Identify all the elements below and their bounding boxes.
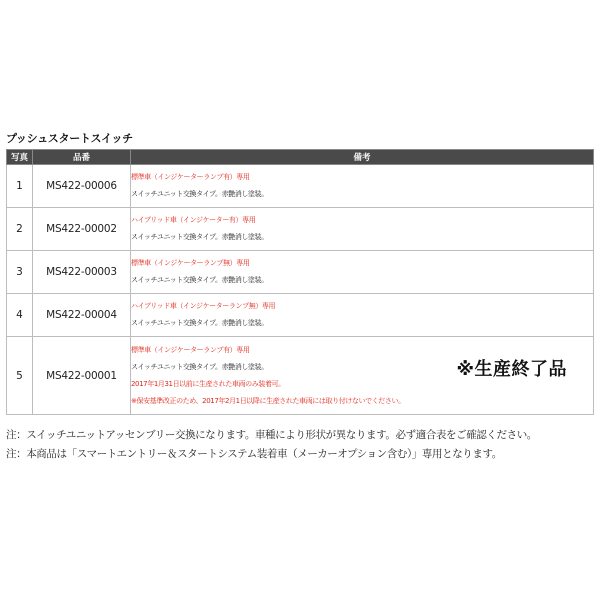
remark-line: ハイブリッド車（インジケーターランプ無）専用 [131,302,276,310]
row-number: 3 [7,251,33,294]
row-number: 1 [7,165,33,208]
footnote: 注：スイッチユニットアッセンブリー交換になります。車種により形状が異なります。必ず適合表をご確認ください。 [6,429,537,441]
table-row [7,208,594,251]
remark-line: 標準車（インジケーターランプ有）専用 [131,345,250,354]
footnote: 注：本商品は「スマートエントリー＆スタートシステム装着車（メーカーオプション含む）」専用となります。 [6,448,502,460]
discontinued-badge: ※生産終了品 [456,359,567,380]
part-number: MS422-00003 [33,251,131,294]
row-number: 4 [7,294,33,337]
remarks-cell [131,337,594,415]
header-remarks: 備考 [131,150,594,165]
table-row [7,294,594,337]
remark-line: 標準車（インジケーターランプ有）専用 [131,173,250,181]
part-number: MS422-00002 [33,208,131,251]
row-number: 5 [7,337,33,415]
remark-line: スイッチユニット交換タイプ。赤艶消し塗装。 [131,319,268,327]
remark-line: 標準車（インジケーターランプ無）専用 [131,259,250,267]
remarks-cell [131,208,594,251]
part-number: MS422-00006 [33,165,131,208]
table-header-row [7,150,594,165]
remark-line: スイッチユニット交換タイプ。赤艶消し塗装。 [131,362,268,371]
table-row [7,251,594,294]
row-number: 2 [7,208,33,251]
remarks-cell [131,251,594,294]
part-number: MS422-00001 [33,337,131,415]
remark-line: スイッチユニット交換タイプ。赤艶消し塗装。 [131,276,268,284]
header-photo: 写真 [7,150,33,165]
remark-line: スイッチユニット交換タイプ。赤艶消し塗装。 [131,233,268,241]
remarks-cell [131,294,594,337]
remark-line: 2017年1月31日以前に生産された車両のみ装着可。 [131,379,285,388]
remark-line: ※保安基準改正のため、2017年2月1日以降に生産された車両には取り付けないでください。 [131,396,405,405]
table-title: プッシュスタートスイッチ [6,132,133,145]
header-part-number: 品番 [33,150,131,165]
table-row [7,165,594,208]
remarks-cell [131,165,594,208]
product-table [6,149,594,415]
remark-line: ハイブリッド車（インジケーター有）専用 [131,216,256,224]
table-row [7,337,594,415]
part-number: MS422-00004 [33,294,131,337]
remark-line: スイッチユニット交換タイプ。赤艶消し塗装。 [131,190,268,198]
